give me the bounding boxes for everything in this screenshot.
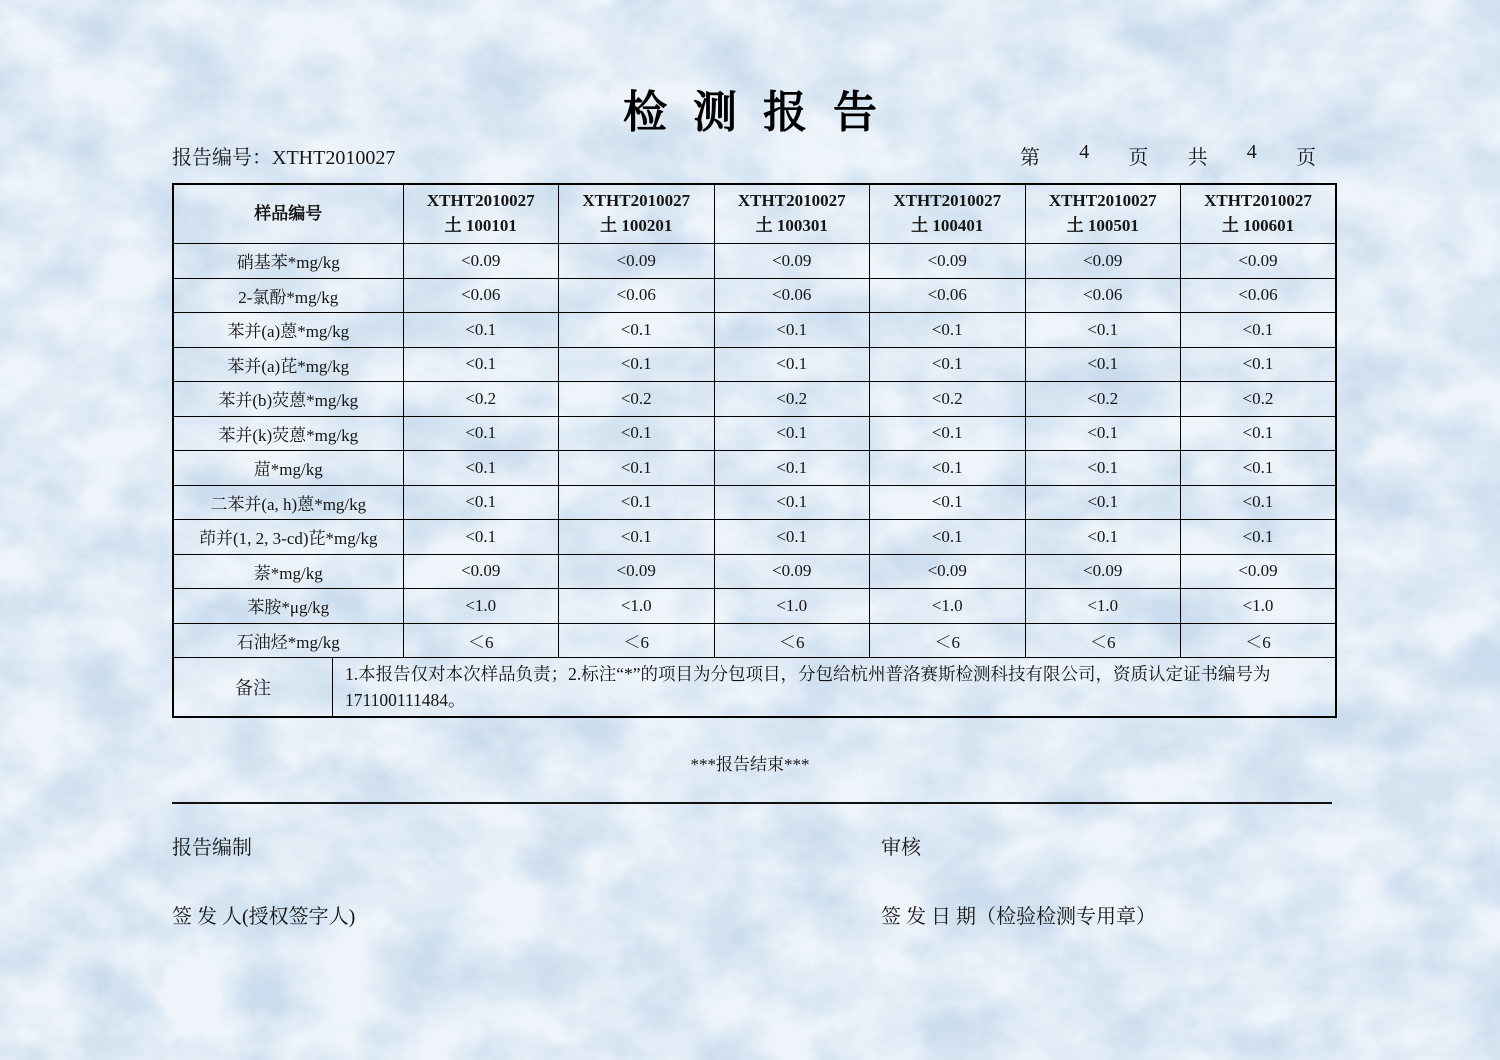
page-indicator-word: 页: [1295, 147, 1316, 169]
result-value-cell: <0.1: [559, 520, 715, 555]
prepared-by-label: 报告编制: [172, 837, 252, 859]
sample-id-line2: 土 100101: [444, 216, 517, 235]
result-value-cell: ＜6: [870, 623, 1026, 658]
result-value-cell: <0.1: [714, 313, 870, 348]
page-indicator-current: 4: [1079, 141, 1090, 163]
result-value-cell: <0.1: [714, 485, 870, 520]
result-value-cell: <0.1: [1025, 451, 1181, 486]
parameter-label: 苯胺*μg/kg: [173, 589, 403, 624]
sample-id-line1: XTHT2010027: [893, 191, 1002, 211]
parameter-label: 硝基苯*mg/kg: [173, 244, 403, 279]
page-indicator-word: 第: [1020, 147, 1040, 169]
table-row: [173, 313, 1336, 348]
table-row: [173, 623, 1336, 658]
footer-divider-line: [172, 802, 1332, 804]
table-row: [173, 451, 1336, 486]
result-value-cell: <0.1: [714, 347, 870, 382]
sample-id-line1: XTHT2010027: [1204, 191, 1312, 211]
result-value-cell: ＜6: [1025, 623, 1181, 658]
result-value-cell: <0.09: [870, 244, 1026, 279]
remark-row: [173, 658, 1336, 718]
table-row: [173, 416, 1336, 451]
result-value-cell: <0.1: [1025, 485, 1181, 520]
result-value-cell: <0.1: [714, 451, 870, 486]
result-value-cell: <0.06: [714, 278, 870, 313]
result-value-cell: <0.1: [403, 485, 559, 520]
sample-column-header: [714, 184, 870, 244]
result-value-cell: <0.2: [870, 382, 1026, 417]
result-value-cell: ＜6: [559, 623, 715, 658]
remark-text: 1.本报告仅对本次样品负责；2.标注“*”的项目为分包项目，分包给杭州普洛赛斯检测科技有限公司，资质认定证书编号为171100111484。: [345, 664, 1271, 710]
parameter-label: 石油烃*mg/kg: [173, 623, 403, 658]
sample-id-line1: XTHT2010027: [582, 191, 691, 211]
sample-column-header: [559, 184, 715, 244]
result-value-cell: <0.1: [870, 520, 1026, 555]
result-value-cell: <0.1: [870, 416, 1026, 451]
result-value-cell: <0.1: [559, 347, 715, 382]
result-value-cell: <0.1: [714, 416, 870, 451]
result-value-cell: <0.1: [559, 416, 715, 451]
sample-id-line2: 土 100301: [755, 216, 828, 235]
result-value-cell: <0.1: [714, 520, 870, 555]
table-body: [173, 244, 1336, 658]
results-table: [172, 183, 1337, 718]
result-value-cell: <0.2: [1181, 382, 1337, 417]
result-value-cell: <0.1: [403, 451, 559, 486]
result-value-cell: <0.09: [403, 244, 559, 279]
remark-label: 备注: [174, 658, 333, 716]
result-value-cell: <1.0: [1025, 589, 1181, 624]
issue-date-label: 签 发 日 期（检验检测专用章）: [881, 906, 1156, 928]
parameter-label: 䓛*mg/kg: [173, 451, 403, 486]
sample-id-line1: XTHT2010027: [1048, 191, 1157, 211]
page-indicator-total: 4: [1246, 141, 1257, 163]
table-row: [173, 589, 1336, 624]
result-value-cell: <0.1: [870, 347, 1026, 382]
result-value-cell: <0.06: [559, 278, 715, 313]
sample-id-line2: 土 100201: [600, 216, 673, 235]
signer-label: 签 发 人(授权签字人): [172, 906, 356, 928]
table-row: [173, 278, 1336, 313]
table-row: [173, 244, 1336, 279]
result-value-cell: <0.06: [1181, 278, 1337, 313]
result-value-cell: ＜6: [714, 623, 870, 658]
sample-column-header: [1025, 184, 1181, 244]
result-value-cell: <0.1: [870, 485, 1026, 520]
result-value-cell: <0.2: [559, 382, 715, 417]
sample-column-header: [1181, 184, 1337, 244]
result-value-cell: <0.1: [403, 347, 559, 382]
result-value-cell: <0.1: [559, 451, 715, 486]
result-value-cell: <0.1: [870, 313, 1026, 348]
table-row: [173, 382, 1336, 417]
parameter-label: 苯并(a)蒽*mg/kg: [173, 313, 403, 348]
result-value-cell: <0.1: [870, 451, 1026, 486]
parameter-label: 苯并(b)荧蒽*mg/kg: [173, 382, 403, 417]
page-indicator: [1020, 141, 1316, 170]
result-value-cell: <0.09: [714, 554, 870, 589]
result-value-cell: ＜6: [1181, 623, 1337, 658]
result-value-cell: <0.1: [1181, 451, 1337, 486]
result-value-cell: <0.09: [403, 554, 559, 589]
result-value-cell: <0.09: [1181, 554, 1337, 589]
result-value-cell: <1.0: [559, 589, 715, 624]
sample-id-line2: 土 100601: [1221, 216, 1295, 235]
table-row: [173, 520, 1336, 555]
result-value-cell: <0.1: [1181, 347, 1337, 382]
parameter-label: 二苯并(a, h)蒽*mg/kg: [173, 485, 403, 520]
page-title: 检测报告: [623, 88, 903, 137]
parameter-label: 茚并(1, 2, 3-cd)芘*mg/kg: [173, 520, 403, 555]
result-value-cell: <0.09: [714, 244, 870, 279]
result-value-cell: <0.09: [1025, 554, 1181, 589]
result-value-cell: <0.06: [870, 278, 1026, 313]
sample-column-header: [403, 184, 559, 244]
result-value-cell: <0.09: [1025, 244, 1181, 279]
sample-id-line1: XTHT2010027: [426, 191, 535, 211]
parameter-label: 苯并(a)芘*mg/kg: [173, 347, 403, 382]
result-value-cell: <0.1: [403, 520, 559, 555]
parameter-label: 2-氯酚*mg/kg: [173, 278, 403, 313]
result-value-cell: <0.09: [559, 554, 715, 589]
result-value-cell: <0.09: [1181, 244, 1337, 279]
reviewer-label: 审核: [881, 837, 921, 859]
result-value-cell: <0.1: [1025, 313, 1181, 348]
result-value-cell: <0.2: [403, 382, 559, 417]
result-value-cell: <1.0: [1181, 589, 1337, 624]
result-value-cell: <0.09: [870, 554, 1026, 589]
result-value-cell: ＜6: [403, 623, 559, 658]
result-value-cell: <0.1: [1181, 313, 1337, 348]
result-value-cell: <0.06: [1025, 278, 1181, 313]
result-value-cell: <0.1: [559, 313, 715, 348]
result-value-cell: <1.0: [870, 589, 1026, 624]
result-value-cell: <0.09: [559, 244, 715, 279]
sample-id-line2: 土 100401: [911, 216, 984, 235]
parameter-label: 萘*mg/kg: [173, 554, 403, 589]
sample-id-line2: 土 100501: [1066, 216, 1139, 235]
result-value-cell: <0.1: [1025, 347, 1181, 382]
end-of-report-text: ***报告结束***: [690, 755, 810, 774]
result-value-cell: <0.1: [1181, 485, 1337, 520]
result-value-cell: <0.1: [559, 485, 715, 520]
result-value-cell: <0.1: [403, 416, 559, 451]
result-value-cell: <0.1: [1025, 520, 1181, 555]
table-row: [173, 485, 1336, 520]
report-number: 报告编号：XTHT2010027: [172, 147, 396, 169]
sample-id-line1: XTHT2010027: [737, 191, 846, 211]
result-value-cell: <1.0: [403, 589, 559, 624]
sample-id-corner-cell: 样品编号: [173, 184, 403, 244]
result-value-cell: <0.1: [1181, 416, 1337, 451]
page-indicator-word: 页: [1128, 147, 1149, 169]
page-indicator-word: 共: [1187, 147, 1208, 169]
table-header-row: [173, 184, 1336, 244]
result-value-cell: <1.0: [714, 589, 870, 624]
result-value-cell: <0.2: [1025, 382, 1181, 417]
table-row: [173, 554, 1336, 589]
result-value-cell: <0.1: [403, 313, 559, 348]
parameter-label: 苯并(k)荧蒽*mg/kg: [173, 416, 403, 451]
sample-column-header: [870, 184, 1026, 244]
table-row: [173, 347, 1336, 382]
result-value-cell: <0.1: [1025, 416, 1181, 451]
result-value-cell: <0.1: [1181, 520, 1337, 555]
result-value-cell: <0.06: [403, 278, 559, 313]
result-value-cell: <0.2: [714, 382, 870, 417]
